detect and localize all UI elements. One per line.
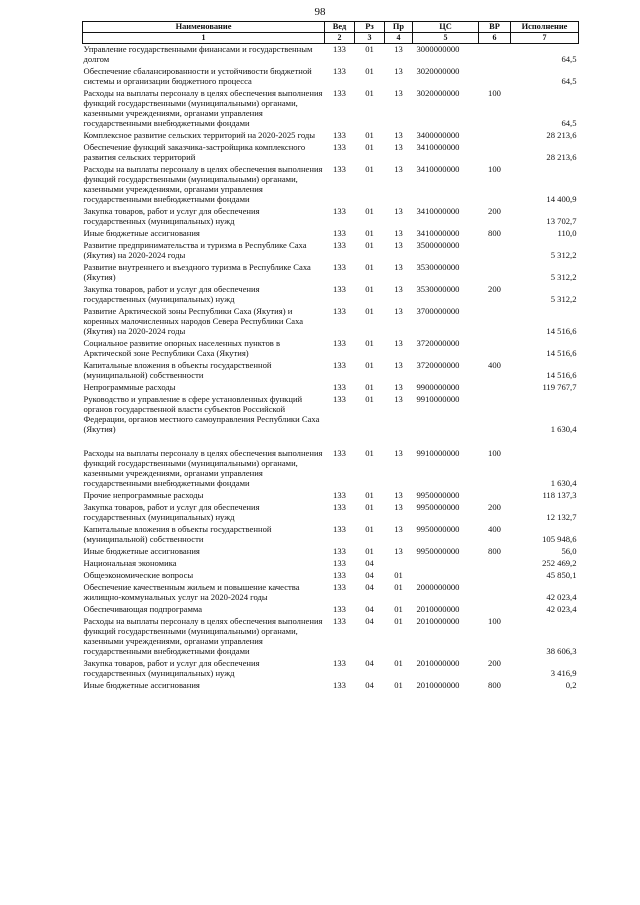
header-ved: Вед	[325, 22, 355, 33]
row-rz: 01	[365, 502, 374, 512]
row-name: Обеспечение сбалансированности и устойчивости бюджетной системы и организации бюджетного процесса	[83, 66, 312, 86]
row-ved: 133	[333, 206, 346, 216]
row-pr: 13	[394, 142, 403, 152]
row-cs	[413, 558, 479, 570]
row-cs: 3530000000	[416, 262, 460, 272]
row-name: Иные бюджетные ассигнования	[83, 680, 200, 690]
row-name: Иные бюджетные ассигнования	[83, 546, 200, 556]
row-vr: 400	[488, 524, 501, 534]
header-pr: Пр	[385, 22, 413, 33]
row-vr	[479, 306, 511, 338]
row-rz: 01	[365, 448, 374, 458]
row-amount: 14 516,6	[546, 326, 577, 336]
header-number: 4	[385, 33, 413, 44]
row-amount: 1 630,4	[550, 424, 577, 434]
table-row	[83, 448, 579, 490]
row-name: Развитие предпринимательства и туризма в Республике Саха (Якутия) на 2020-2024 годы	[83, 240, 307, 260]
row-vr	[479, 240, 511, 262]
row-rz: 01	[365, 206, 374, 216]
row-cs: 2000000000	[416, 582, 460, 592]
row-ved: 133	[333, 680, 346, 690]
row-cs: 3720000000	[416, 338, 460, 348]
row-name: Капитальные вложения в объекты государственной (муниципальной) собственности	[83, 360, 272, 380]
header-amount: Исполнение	[511, 22, 579, 33]
row-cs: 9950000000	[416, 502, 460, 512]
row-ved: 133	[333, 360, 346, 370]
row-pr: 13	[394, 130, 403, 140]
row-name: Управление государственными финансами и государственным долгом	[83, 44, 313, 64]
row-rz: 04	[365, 570, 374, 580]
row-amount: 64,5	[561, 76, 577, 86]
row-ved: 133	[333, 658, 346, 668]
row-amount: 14 516,6	[546, 348, 577, 358]
row-cs: 3700000000	[416, 306, 460, 316]
row-cs: 3020000000	[416, 66, 460, 76]
header-cs: ЦС	[413, 22, 479, 33]
row-ved: 133	[333, 44, 346, 54]
row-pr: 13	[394, 44, 403, 54]
table-row	[83, 604, 579, 616]
table-row	[83, 88, 579, 130]
row-ved: 133	[333, 382, 346, 392]
row-amount: 64,5	[561, 54, 577, 64]
row-vr: 200	[488, 284, 501, 294]
table-row	[83, 284, 579, 306]
table-row	[83, 524, 579, 546]
row-amount: 28 213,6	[546, 152, 577, 162]
table-row	[83, 262, 579, 284]
row-pr: 13	[394, 490, 403, 500]
header-rz: Рз	[355, 22, 385, 33]
row-ved: 133	[333, 448, 346, 458]
row-cs	[413, 570, 479, 582]
row-pr: 13	[394, 206, 403, 216]
row-cs: 3500000000	[416, 240, 460, 250]
row-amount: 3 416,9	[550, 668, 577, 678]
row-ved: 133	[333, 66, 346, 76]
page-number: 98	[314, 6, 326, 18]
row-pr: 13	[394, 524, 403, 534]
row-vr	[479, 490, 511, 502]
table-row	[83, 582, 579, 604]
row-name: Расходы на выплаты персоналу в целях обеспечения выполнения функций государственными (муниципальными) органами, казенными учреждениями, органами управления государственными внебюджетными фондами	[83, 164, 323, 204]
budget-table	[82, 21, 579, 692]
table-header	[83, 22, 579, 44]
row-ved: 133	[333, 240, 346, 250]
row-pr: 13	[394, 262, 403, 272]
row-ved: 133	[333, 524, 346, 534]
row-rz: 04	[365, 582, 374, 592]
row-vr	[479, 582, 511, 604]
row-vr: 100	[488, 164, 501, 174]
row-pr: 13	[394, 394, 403, 404]
row-name: Обеспечивающая подпрограмма	[83, 604, 203, 614]
table-row	[83, 164, 579, 206]
row-rz: 01	[365, 228, 374, 238]
row-amount: 1 630,4	[550, 478, 577, 488]
row-name: Развитие Арктической зоны Республики Саха (Якутия) и коренных малочисленных народов Севера Республики Саха (Якутия) на 2020-2024 годы	[83, 306, 304, 336]
row-rz: 01	[365, 360, 374, 370]
row-cs: 9910000000	[416, 394, 460, 404]
header-number: 7	[511, 33, 579, 44]
row-cs: 3410000000	[416, 206, 460, 216]
row-cs: 3410000000	[416, 164, 460, 174]
row-pr: 13	[394, 338, 403, 348]
row-vr: 800	[488, 680, 501, 690]
row-rz: 01	[365, 44, 374, 54]
table-row	[83, 490, 579, 502]
row-name: Обеспечение функций заказчика-застройщика комплексного развития сельских территорий	[83, 142, 306, 162]
table-row	[83, 66, 579, 88]
row-pr: 13	[394, 448, 403, 458]
row-name: Закупка товаров, работ и услуг для обеспечения государственных (муниципальных) нужд	[83, 502, 260, 522]
row-ved: 133	[333, 570, 346, 580]
row-ved: 133	[333, 490, 346, 500]
row-amount: 118 137,3	[542, 490, 577, 500]
row-pr: 13	[394, 284, 403, 294]
row-amount: 5 312,2	[550, 272, 577, 282]
row-name: Расходы на выплаты персоналу в целях обеспечения выполнения функций государственными (муниципальными) органами, казенными учреждениями, органами управления государственными внебюджетными фондами	[83, 448, 323, 488]
table-row	[83, 616, 579, 658]
row-cs: 3720000000	[416, 360, 460, 370]
row-name: Комплексное развитие сельских территорий на 2020-2025 годы	[83, 130, 316, 140]
row-amount: 13 702,7	[546, 216, 577, 226]
header-number: 1	[83, 33, 325, 44]
row-ved: 133	[333, 306, 346, 316]
row-pr	[385, 558, 413, 570]
header-number: 6	[479, 33, 511, 44]
row-rz: 04	[365, 616, 374, 626]
row-name: Закупка товаров, работ и услуг для обеспечения государственных (муниципальных) нужд	[83, 284, 260, 304]
row-vr	[479, 394, 511, 448]
row-ved: 133	[333, 262, 346, 272]
row-cs: 2010000000	[416, 616, 460, 626]
row-pr: 01	[394, 680, 403, 690]
row-rz: 01	[365, 524, 374, 534]
row-amount: 14 400,9	[546, 194, 577, 204]
row-cs: 3000000000	[416, 44, 460, 54]
row-pr: 13	[394, 240, 403, 250]
row-ved: 133	[333, 228, 346, 238]
row-cs: 3400000000	[416, 130, 460, 140]
row-pr: 13	[394, 66, 403, 76]
row-pr: 13	[394, 228, 403, 238]
row-pr: 01	[394, 582, 403, 592]
row-vr: 200	[488, 658, 501, 668]
row-name: Обеспечение качественным жильем и повышение качества жилищно-коммунальных услуг на 2020-2024 годы	[83, 582, 300, 602]
row-ved: 133	[333, 88, 346, 98]
table-row	[83, 142, 579, 164]
header-number: 5	[413, 33, 479, 44]
row-ved: 133	[333, 582, 346, 592]
row-cs: 3020000000	[416, 88, 460, 98]
row-rz: 04	[365, 558, 374, 568]
row-ved: 133	[333, 142, 346, 152]
header-row	[83, 22, 579, 33]
table-body	[83, 44, 579, 693]
row-name: Иные бюджетные ассигнования	[83, 228, 200, 238]
table-row	[83, 394, 579, 448]
row-rz: 01	[365, 546, 374, 556]
row-pr: 01	[394, 658, 403, 668]
row-vr	[479, 558, 511, 570]
row-pr: 13	[394, 382, 403, 392]
table-row	[83, 338, 579, 360]
row-amount: 64,5	[561, 118, 577, 128]
row-ved: 133	[333, 604, 346, 614]
row-rz: 04	[365, 658, 374, 668]
table-row	[83, 130, 579, 142]
row-ved: 133	[333, 546, 346, 556]
table-row	[83, 558, 579, 570]
row-rz: 01	[365, 66, 374, 76]
row-vr: 800	[488, 546, 501, 556]
row-cs: 2010000000	[416, 604, 460, 614]
row-rz: 01	[365, 164, 374, 174]
row-rz: 01	[365, 262, 374, 272]
row-ved: 133	[333, 164, 346, 174]
row-rz: 04	[365, 604, 374, 614]
row-name: Капитальные вложения в объекты государственной (муниципальной) собственности	[83, 524, 272, 544]
row-cs: 2010000000	[416, 658, 460, 668]
table-row	[83, 570, 579, 582]
row-name: Руководство и управление в сфере установленных функций органов государственной власти субъектов Российской Федерации, органов местного самоуправления Республики Саха (Якутия)	[83, 394, 320, 434]
row-pr: 13	[394, 306, 403, 316]
row-vr: 800	[488, 228, 501, 238]
row-name: Социальное развитие опорных населенных пунктов в Арктической зоне Республики Саха (Якутия)	[83, 338, 281, 358]
header-name: Наименование	[83, 22, 325, 33]
row-ved: 133	[333, 338, 346, 348]
row-amount: 45 850,1	[546, 570, 577, 580]
row-amount: 252 469,2	[542, 558, 577, 568]
row-name: Закупка товаров, работ и услуг для обеспечения государственных (муниципальных) нужд	[83, 206, 260, 226]
row-name: Общеэкономические вопросы	[83, 570, 194, 580]
row-cs: 3410000000	[416, 142, 460, 152]
table-row	[83, 228, 579, 240]
row-cs: 3530000000	[416, 284, 460, 294]
row-pr: 01	[394, 570, 403, 580]
row-vr	[479, 142, 511, 164]
table-row	[83, 44, 579, 67]
row-rz: 01	[365, 306, 374, 316]
row-vr	[479, 262, 511, 284]
row-amount: 119 767,7	[542, 382, 577, 392]
row-rz: 04	[365, 680, 374, 690]
row-vr: 100	[488, 616, 501, 626]
row-cs: 9950000000	[416, 546, 460, 556]
row-cs: 9900000000	[416, 382, 460, 392]
row-vr	[479, 570, 511, 582]
row-pr: 13	[394, 546, 403, 556]
row-rz: 01	[365, 394, 374, 404]
table-row	[83, 360, 579, 382]
table-row	[83, 240, 579, 262]
row-ved: 133	[333, 394, 346, 404]
row-vr	[479, 44, 511, 67]
row-cs: 2010000000	[416, 680, 460, 690]
row-vr	[479, 66, 511, 88]
row-amount: 0,2	[565, 680, 577, 690]
table-row	[83, 382, 579, 394]
table-row	[83, 206, 579, 228]
header-number-row	[83, 33, 579, 44]
row-name: Непрограммные расходы	[83, 382, 176, 392]
row-rz: 01	[365, 130, 374, 140]
row-pr: 13	[394, 164, 403, 174]
row-vr: 400	[488, 360, 501, 370]
row-rz: 01	[365, 382, 374, 392]
row-name: Национальная экономика	[83, 558, 177, 568]
row-cs: 9950000000	[416, 524, 460, 534]
row-pr: 01	[394, 616, 403, 626]
header-number: 2	[325, 33, 355, 44]
row-ved: 133	[333, 284, 346, 294]
table-row	[83, 306, 579, 338]
row-amount: 38 606,3	[546, 646, 577, 656]
row-pr: 13	[394, 88, 403, 98]
row-vr: 100	[488, 448, 501, 458]
row-vr	[479, 130, 511, 142]
row-ved: 133	[333, 616, 346, 626]
row-amount: 105 948,6	[542, 534, 577, 544]
row-cs: 3410000000	[416, 228, 460, 238]
row-amount: 42 023,4	[546, 592, 577, 602]
row-rz: 01	[365, 88, 374, 98]
row-amount: 56,0	[561, 546, 577, 556]
row-amount: 110,0	[557, 228, 577, 238]
row-amount: 12 132,7	[546, 512, 577, 522]
row-vr	[479, 604, 511, 616]
row-name: Расходы на выплаты персоналу в целях обеспечения выполнения функций государственными (муниципальными) органами, казенными учреждениями, органами управления государственными внебюджетными фондами	[83, 88, 323, 128]
row-rz: 01	[365, 490, 374, 500]
row-vr: 200	[488, 502, 501, 512]
row-vr: 100	[488, 88, 501, 98]
row-rz: 01	[365, 284, 374, 294]
row-rz: 01	[365, 142, 374, 152]
row-amount: 5 312,2	[550, 294, 577, 304]
row-ved: 133	[333, 502, 346, 512]
row-ved: 133	[333, 558, 346, 568]
row-pr: 01	[394, 604, 403, 614]
row-amount: 28 213,6	[546, 130, 577, 140]
row-pr: 13	[394, 360, 403, 370]
row-rz: 01	[365, 240, 374, 250]
row-name: Расходы на выплаты персоналу в целях обеспечения выполнения функций государственными (муниципальными) органами, казенными учреждениями, органами управления государственными внебюджетными фондами	[83, 616, 323, 656]
row-amount: 42 023,4	[546, 604, 577, 614]
row-name: Прочие непрограммные расходы	[83, 490, 204, 500]
row-cs: 9910000000	[416, 448, 460, 458]
header-number: 3	[355, 33, 385, 44]
row-name: Развитие внутреннего и въездного туризма в Республике Саха (Якутия)	[83, 262, 311, 282]
row-rz: 01	[365, 338, 374, 348]
row-vr: 200	[488, 206, 501, 216]
row-pr: 13	[394, 502, 403, 512]
table-row	[83, 546, 579, 558]
table-row	[83, 680, 579, 692]
table-row	[83, 502, 579, 524]
row-cs: 9950000000	[416, 490, 460, 500]
row-ved: 133	[333, 130, 346, 140]
row-vr	[479, 382, 511, 394]
table-row	[83, 658, 579, 680]
row-name: Закупка товаров, работ и услуг для обеспечения государственных (муниципальных) нужд	[83, 658, 260, 678]
header-vr: ВР	[479, 22, 511, 33]
row-amount: 5 312,2	[550, 250, 577, 260]
row-amount: 14 516,6	[546, 370, 577, 380]
row-vr	[479, 338, 511, 360]
